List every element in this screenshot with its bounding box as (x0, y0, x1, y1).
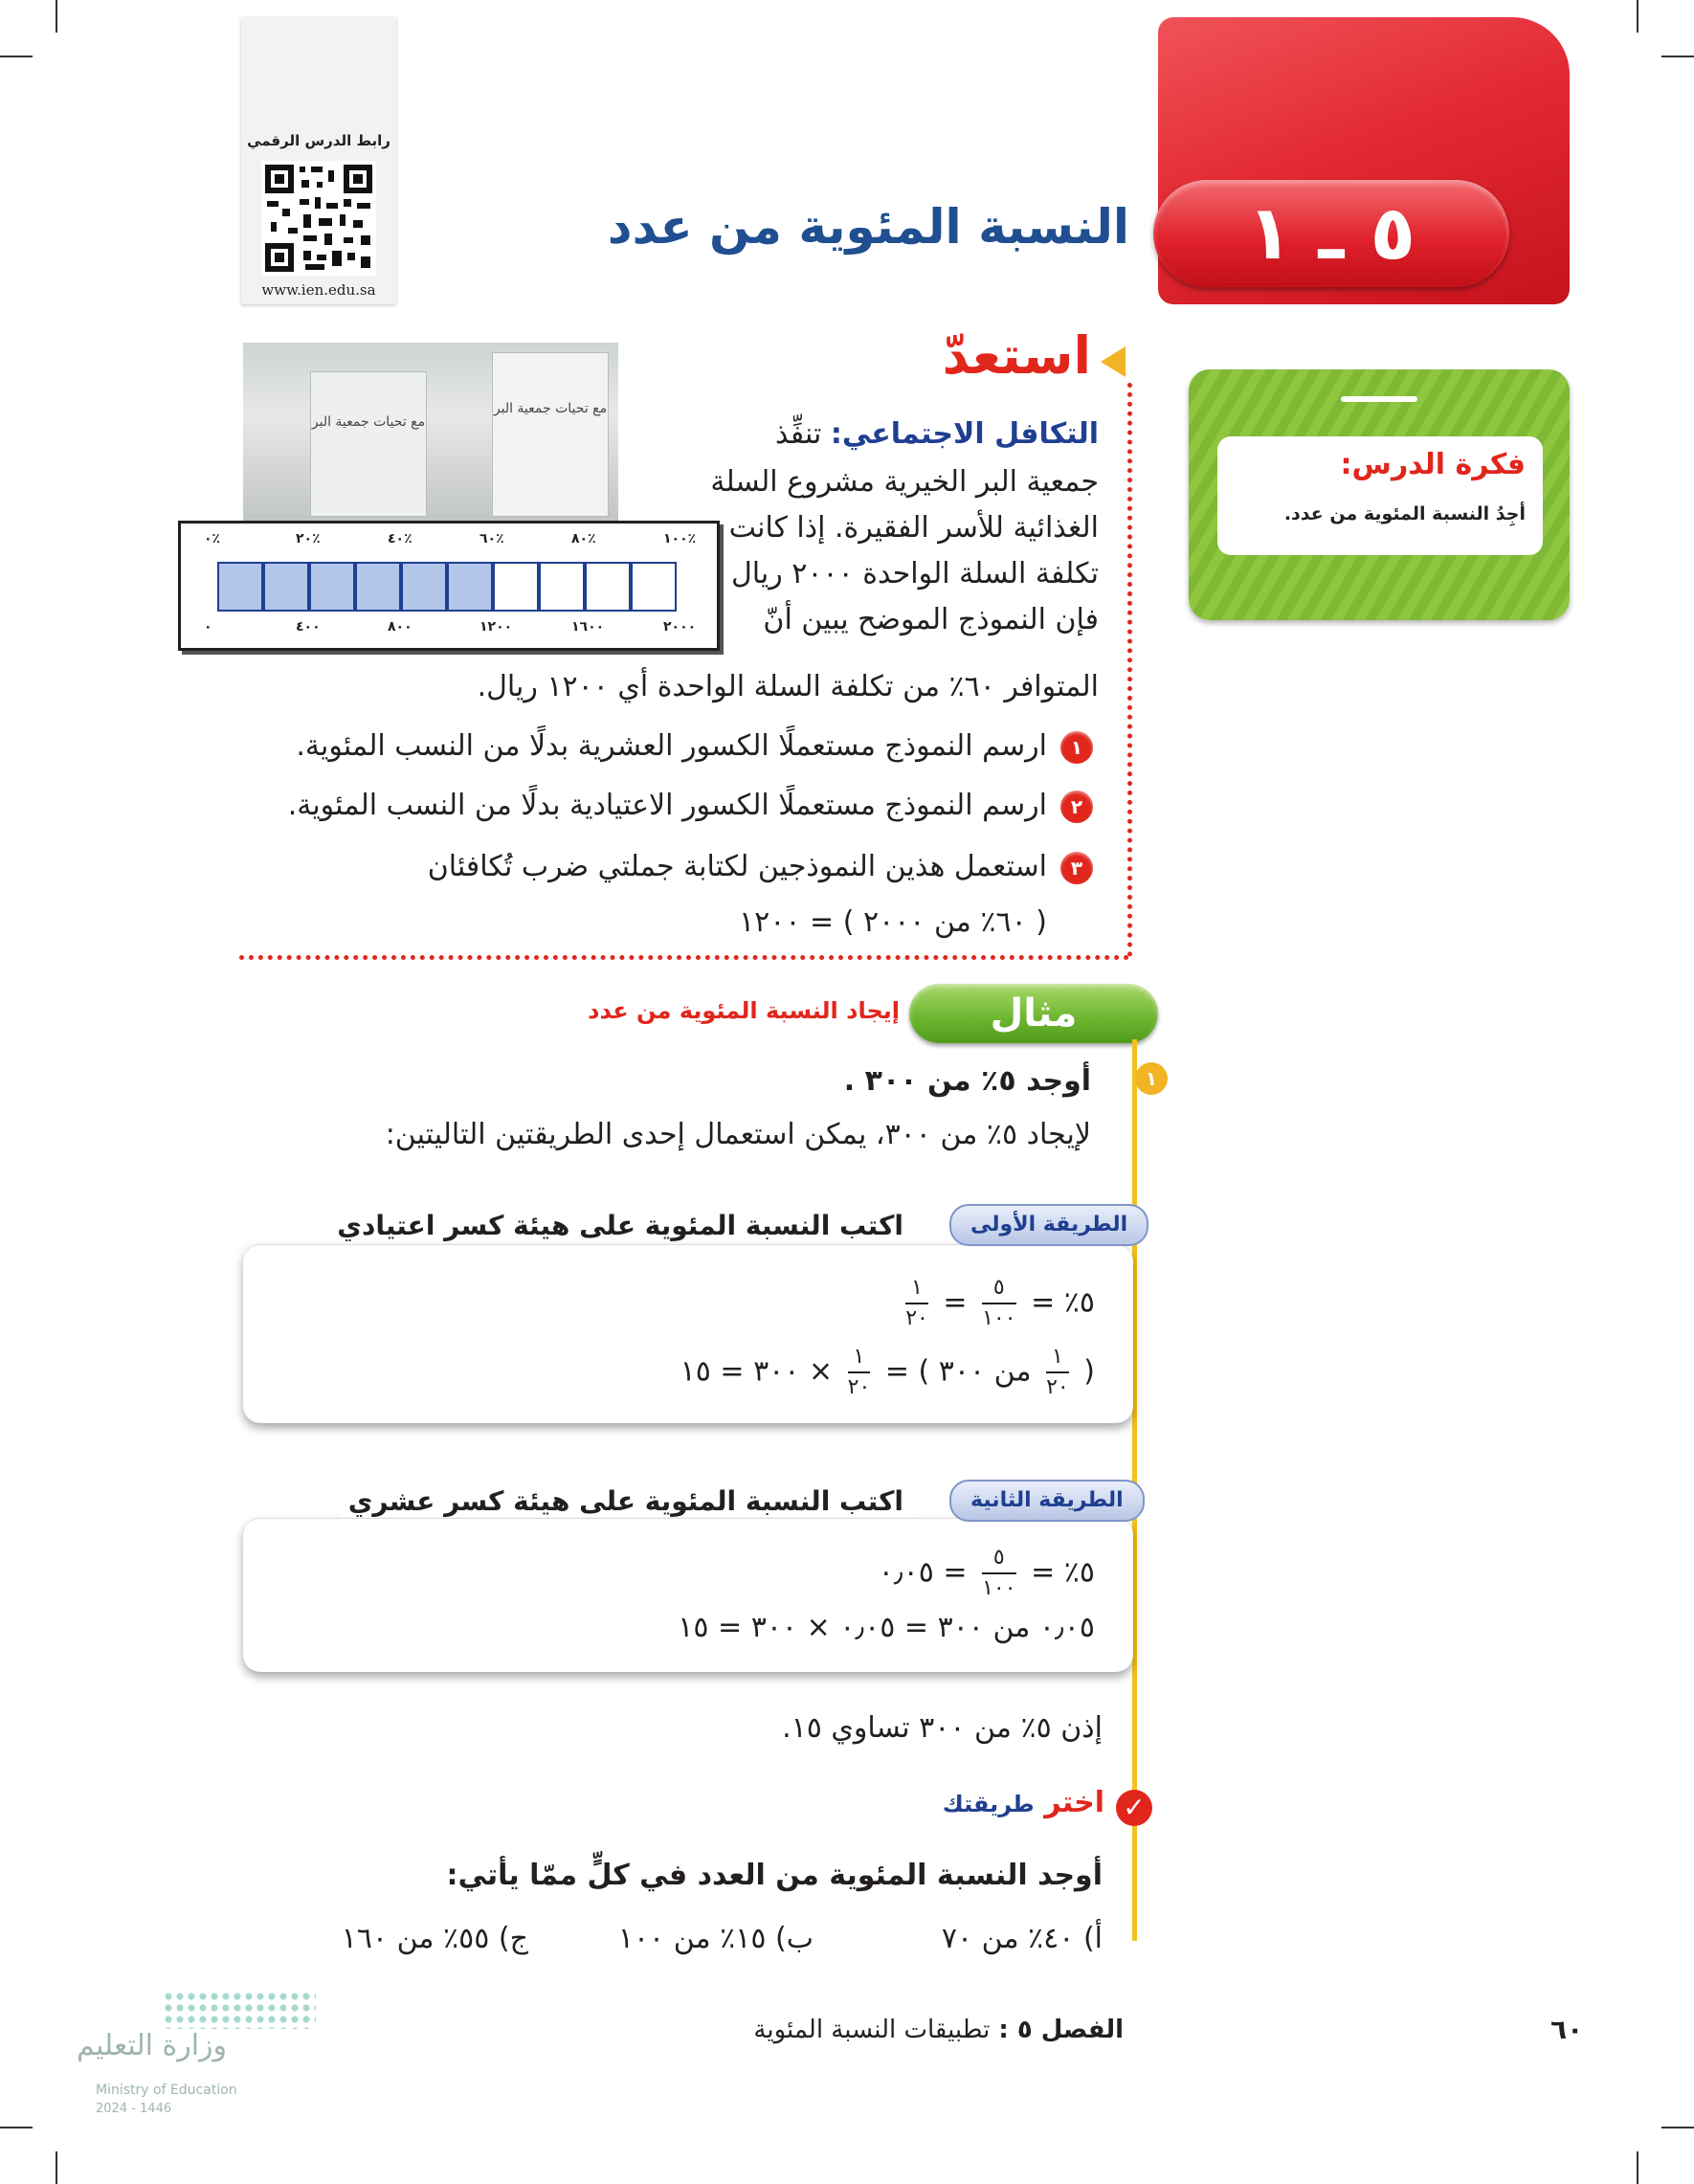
qr-label: رابط الدرس الرقمي (247, 132, 390, 149)
ready-paragraph-line: المتوافر ٦٠٪ من تكلفة السلة الواحدة أي ١٢٠٠ ريال. (477, 670, 1099, 703)
crop-mark (1637, 0, 1638, 33)
step-equation: ( ٦٠٪ من ٢٠٠٠ ) = ١٢٠٠ (739, 905, 1047, 939)
example-badge-label: مثال (990, 992, 1078, 1036)
choose-title-part: طريقتك (942, 1791, 1035, 1817)
choose-item-label: أ) (1082, 1922, 1103, 1955)
choose-item-text: ٥٥٪ من ١٦٠ (341, 1922, 490, 1955)
method-one-line-1 (900, 1274, 1095, 1333)
crop-mark (1661, 2127, 1694, 2128)
boxes-photo (243, 343, 618, 526)
ministry-name-en: Ministry of Education (96, 2083, 237, 2098)
math-text: × ٣٠٠ = ١٥ (680, 1354, 834, 1389)
crop-mark (1637, 2151, 1638, 2184)
math-text: من ٣٠٠ ) = (884, 1354, 1032, 1389)
method-two-line-1 (879, 1544, 1095, 1603)
fraction (848, 1343, 871, 1402)
lesson-number: ٥ ـ ١ (1246, 190, 1416, 277)
fraction-denominator: ٢٠ (905, 1306, 928, 1330)
example-question: أوجد ٥٪ من ٣٠٠ . (843, 1064, 1091, 1098)
example-intro: لإيجاد ٥٪ من ٣٠٠، يمكن استعمال إحدى الطريقتين التاليتين: (385, 1118, 1091, 1151)
bar-cell (447, 562, 493, 612)
fraction-numerator: ٥ (982, 1544, 1015, 1574)
fraction-denominator: ٢٠ (847, 1375, 871, 1399)
bar-cell (585, 562, 631, 612)
ready-text: تنفِّذ (775, 417, 822, 451)
percent-tick-label: ٠٪ (204, 531, 221, 546)
bar-cell (539, 562, 585, 612)
idea-title: فكرة الدرس: (1340, 448, 1526, 481)
crop-mark (1661, 56, 1694, 57)
method-two-label: الطريقة الثانية (949, 1480, 1145, 1522)
ready-paragraph-line (775, 412, 1099, 457)
crop-mark (56, 2151, 57, 2184)
fraction (982, 1274, 1015, 1333)
crop-mark (0, 56, 33, 57)
method-one-heading: اكتب النسبة المئوية على هيئة كسر اعتيادي (327, 1210, 913, 1241)
percent-tick-label: ١٠٠٪ (663, 531, 697, 546)
ready-paragraph-line: تكلفة السلة الواحدة ٢٠٠٠ ريال (730, 557, 1099, 591)
chapter-title: تطبيقات النسبة المئوية (753, 2016, 991, 2044)
method-one-box (243, 1244, 1133, 1423)
qr-card[interactable] (241, 17, 396, 304)
percent-tick-label: ٨٠٪ (571, 531, 596, 546)
value-tick-label: ٠ (204, 619, 212, 635)
photo-box-label: مع تحيات جمعية البر (493, 401, 608, 416)
example-badge (909, 984, 1158, 1043)
step-number: ٢ (1060, 791, 1093, 823)
bar-cell (493, 562, 539, 612)
chapter-label: الفصل ٥ : (998, 2016, 1124, 2044)
choose-item-label: ب) (775, 1922, 814, 1955)
check-icon: ✓ (1116, 1790, 1152, 1826)
page-title: النسبة المئوية من عدد (607, 199, 1129, 255)
fraction (982, 1544, 1015, 1603)
value-tick-label: ١٦٠٠ (571, 619, 605, 635)
choose-title-part: اختر (1044, 1786, 1104, 1819)
lesson-idea-card (1189, 369, 1570, 620)
choose-item-label: ج) (498, 1922, 528, 1955)
step-number: ١ (1060, 731, 1093, 764)
percent-bar-model (178, 521, 720, 651)
example-number: ١ (1135, 1062, 1168, 1095)
step-text: استعمل هذين النموذجين لكتابة جملتي ضرب تُكافئان (427, 850, 1047, 883)
fraction-numerator: ٥ (982, 1274, 1015, 1304)
fraction-numerator: ١ (848, 1343, 871, 1373)
choose-item (618, 1916, 814, 1962)
qr-code-icon[interactable] (261, 161, 376, 276)
math-text: = ٠٫٠٥ (878, 1555, 968, 1590)
choose-title (943, 1786, 1104, 1819)
method-one-label: الطريقة الأولى (949, 1204, 1148, 1246)
method-one-line-2 (680, 1343, 1095, 1402)
method-two-line-2: ٠٫٠٥ من ٣٠٠ = ٠٫٠٥ × ٣٠٠ = ١٥ (678, 1611, 1095, 1644)
fraction (905, 1274, 928, 1333)
choose-item-text: ١٥٪ من ١٠٠ (617, 1922, 767, 1955)
choose-item (342, 1916, 528, 1962)
section-divider (1127, 383, 1132, 957)
fraction-denominator: ١٠٠ (982, 1306, 1016, 1330)
lesson-number-badge (1153, 180, 1509, 287)
math-text: ٥٪ = (1031, 1555, 1095, 1590)
bar-cell (217, 562, 263, 612)
idea-card-dash (1341, 396, 1417, 402)
bar-cell (631, 562, 677, 612)
example-conclusion: إذن ٥٪ من ٣٠٠ تساوي ١٥. (782, 1711, 1103, 1745)
ready-paragraph-line: جمعية البر الخيرية مشروع السلة (710, 465, 1099, 499)
ministry-logo-icon (163, 1991, 316, 2029)
fraction-denominator: ٢٠ (1046, 1375, 1069, 1399)
math-text: = (943, 1285, 968, 1320)
value-tick-label: ١٢٠٠ (479, 619, 513, 635)
page-number: ٦٠ (1550, 2014, 1584, 2045)
choose-instruction: أوجد النسبة المئوية من العدد في كلٍّ ممّا يأتي: (446, 1859, 1103, 1892)
ready-lead: التكافل الاجتماعي: (830, 417, 1099, 451)
percent-tick-label: ٤٠٪ (388, 531, 412, 546)
method-two-box (243, 1518, 1133, 1672)
choose-item (942, 1916, 1103, 1962)
percent-tick-label: ٦٠٪ (479, 531, 504, 546)
ministry-name-ar: وزارة التعليم (77, 2029, 228, 2062)
fraction-numerator: ١ (905, 1274, 928, 1304)
crop-mark (0, 2127, 33, 2128)
method-two-heading: اكتب النسبة المئوية على هيئة كسر عشري (339, 1485, 913, 1517)
crop-mark (56, 0, 57, 33)
ready-paragraph-line: الغذائية للأسر الفقيرة. إذا كانت (728, 511, 1099, 545)
idea-card-inner (1217, 436, 1543, 555)
math-text: ( (1083, 1354, 1095, 1389)
bar-cell (263, 562, 309, 612)
photo-box-label: مع تحيات جمعية البر (311, 414, 426, 430)
fraction-denominator: ١٠٠ (982, 1576, 1016, 1600)
choose-item-text: ٤٠٪ من ٧٠ (941, 1922, 1075, 1955)
value-tick-label: ٨٠٠ (388, 619, 412, 635)
value-tick-label: ٢٠٠٠ (663, 619, 697, 635)
math-text: ٥٪ = (1031, 1285, 1095, 1320)
footer-chapter (753, 2016, 1124, 2044)
value-tick-label: ٤٠٠ (296, 619, 321, 635)
section-divider (239, 955, 1129, 960)
bar-cell (309, 562, 355, 612)
idea-text: أجِدُ النسبة المئوية من عدد. (1283, 503, 1526, 524)
photo-box (492, 352, 609, 517)
example-heading: إيجاد النسبة المئوية من عدد (588, 997, 900, 1024)
photo-box (310, 371, 427, 517)
step-text: ارسم النموذج مستعملًا الكسور العشرية بدلًا من النسب المئوية. (296, 729, 1047, 763)
step-text: ارسم النموذج مستعملًا الكسور الاعتيادية بدلًا من النسب المئوية. (287, 789, 1047, 822)
qr-url[interactable]: www.ien.edu.sa (261, 281, 376, 299)
ready-title: استعدّ (942, 325, 1091, 386)
fraction (1046, 1343, 1069, 1402)
ready-paragraph-line: فإن النموذج الموضح يبين أنّ (763, 603, 1099, 636)
bar-cell (355, 562, 401, 612)
percent-tick-label: ٢٠٪ (296, 531, 321, 546)
step-number: ٣ (1060, 852, 1093, 884)
ministry-year: 2024 - 1446 (96, 2102, 172, 2116)
bar-cell (401, 562, 447, 612)
fraction-numerator: ١ (1046, 1343, 1069, 1373)
ready-arrow-icon (1101, 346, 1126, 377)
